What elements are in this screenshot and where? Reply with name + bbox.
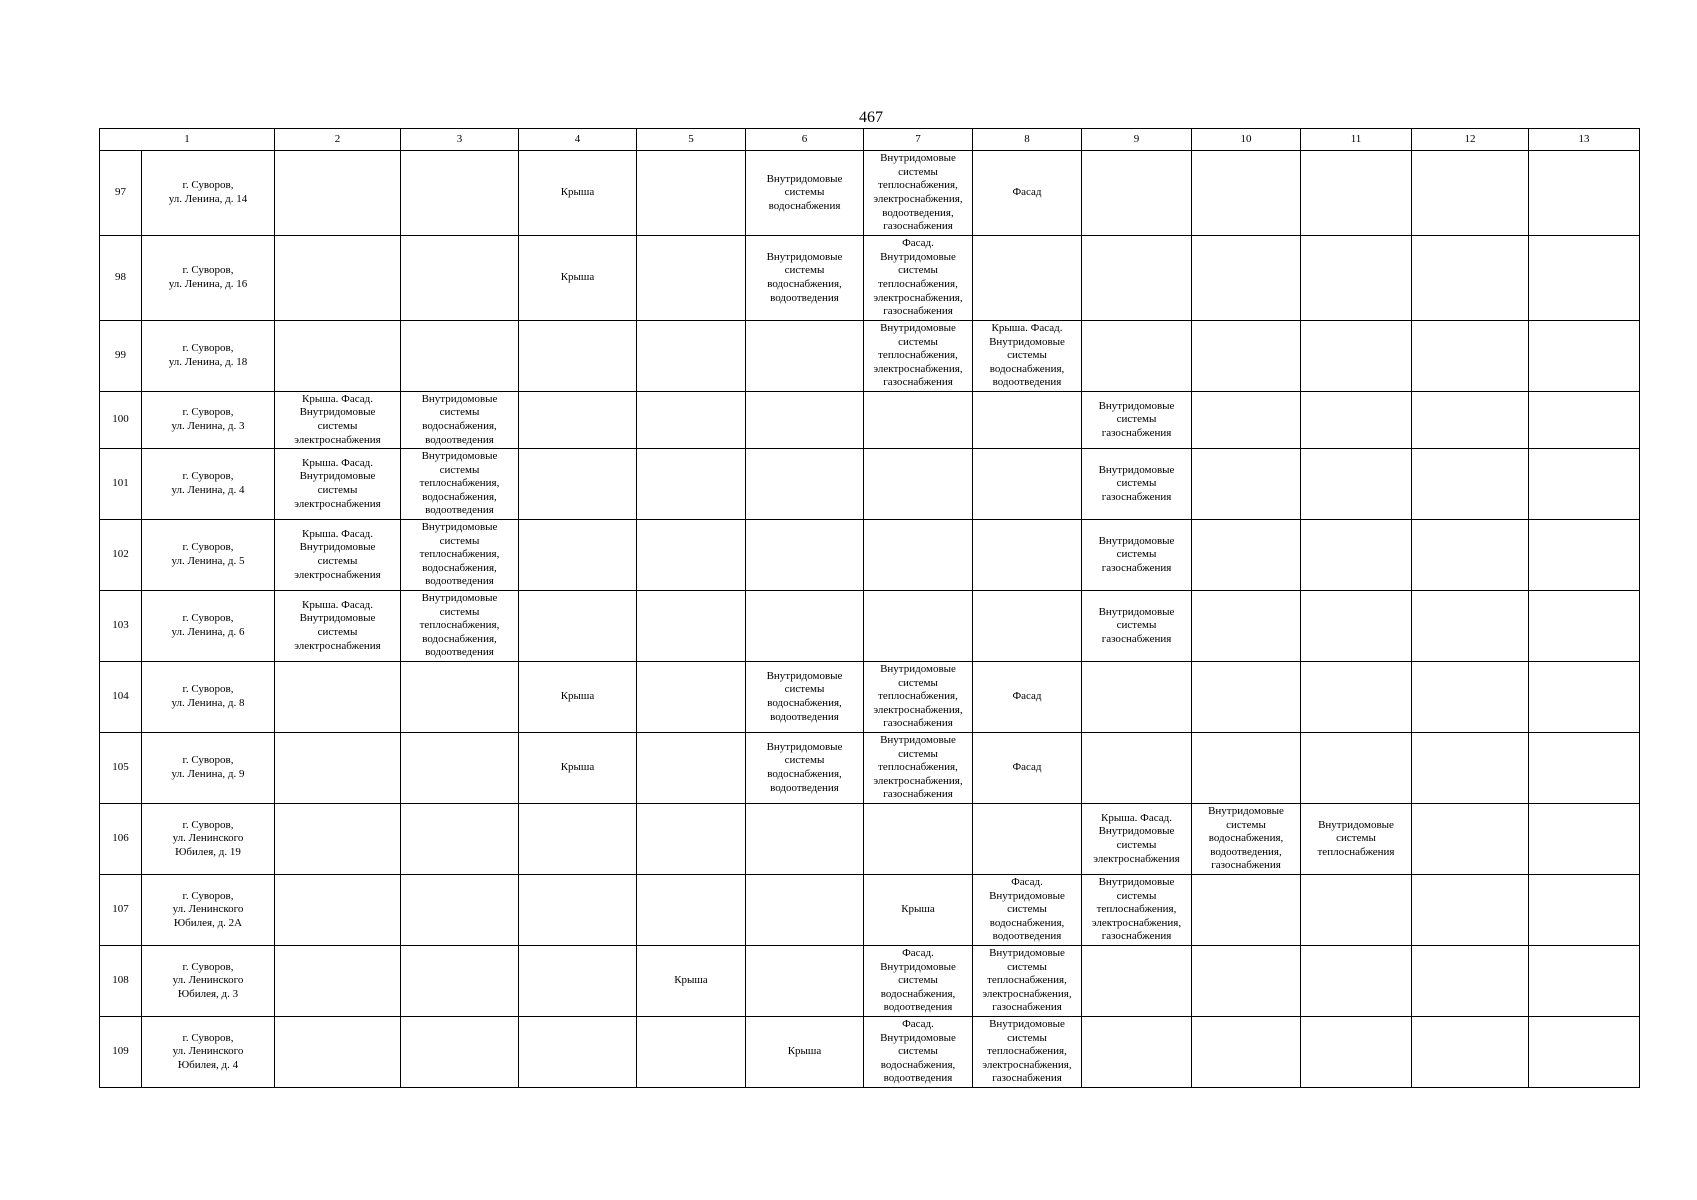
work-cell-col-6	[746, 591, 864, 662]
column-header-5: 5	[637, 129, 746, 151]
work-cell-col-6	[746, 449, 864, 520]
address-cell: г. Суворов, ул. Ленина, д. 3	[142, 392, 275, 449]
work-cell-col-6: Внутридомовые системы водоснабжения, водоотведения	[746, 733, 864, 804]
column-header-4: 4	[519, 129, 637, 151]
work-cell-col-9	[1082, 236, 1192, 321]
work-cell-col-4	[519, 804, 637, 875]
work-cell-col-6	[746, 392, 864, 449]
work-cell-col-9	[1082, 946, 1192, 1017]
work-cell-col-7: Фасад. Внутридомовые системы теплоснабжения, электроснабжения, газоснабжения	[864, 236, 973, 321]
table-row	[100, 733, 1640, 804]
work-cell-col-13	[1529, 151, 1640, 236]
table-row	[100, 236, 1640, 321]
work-cell-col-5	[637, 321, 746, 392]
work-cell-col-9: Внутридомовые системы газоснабжения	[1082, 520, 1192, 591]
row-number: 97	[100, 151, 142, 236]
work-cell-col-10	[1192, 662, 1301, 733]
table-row	[100, 1017, 1640, 1088]
work-cell-col-6	[746, 321, 864, 392]
work-cell-col-9: Внутридомовые системы газоснабжения	[1082, 392, 1192, 449]
address-cell: г. Суворов, ул. Ленина, д. 5	[142, 520, 275, 591]
work-cell-col-11	[1301, 236, 1412, 321]
work-cell-col-2	[275, 804, 401, 875]
table-row	[100, 392, 1640, 449]
work-cell-col-5	[637, 449, 746, 520]
work-cell-col-7: Крыша	[864, 875, 973, 946]
row-number: 102	[100, 520, 142, 591]
work-cell-col-4	[519, 591, 637, 662]
work-cell-col-6: Внутридомовые системы водоснабжения	[746, 151, 864, 236]
work-cell-col-4	[519, 520, 637, 591]
work-cell-col-3: Внутридомовые системы водоснабжения, водоотведения	[401, 392, 519, 449]
work-cell-col-5	[637, 662, 746, 733]
work-cell-col-2: Крыша. Фасад. Внутридомовые системы электроснабжения	[275, 449, 401, 520]
row-number: 105	[100, 733, 142, 804]
address-cell: г. Суворов, ул. Ленина, д. 9	[142, 733, 275, 804]
work-cell-col-13	[1529, 804, 1640, 875]
work-cell-col-12	[1412, 449, 1529, 520]
table-row	[100, 875, 1640, 946]
work-cell-col-9: Внутридомовые системы газоснабжения	[1082, 591, 1192, 662]
work-cell-col-7: Фасад. Внутридомовые системы водоснабжения, водоотведения	[864, 946, 973, 1017]
work-cell-col-13	[1529, 1017, 1640, 1088]
work-cell-col-6: Внутридомовые системы водоснабжения, водоотведения	[746, 662, 864, 733]
work-cell-col-9: Внутридомовые системы газоснабжения	[1082, 449, 1192, 520]
work-cell-col-2	[275, 875, 401, 946]
row-number: 108	[100, 946, 142, 1017]
work-cell-col-7	[864, 804, 973, 875]
work-cell-col-2	[275, 1017, 401, 1088]
work-cell-col-2: Крыша. Фасад. Внутридомовые системы электроснабжения	[275, 591, 401, 662]
work-cell-col-2: Крыша. Фасад. Внутридомовые системы электроснабжения	[275, 392, 401, 449]
work-cell-col-11	[1301, 1017, 1412, 1088]
work-cell-col-4: Крыша	[519, 733, 637, 804]
work-cell-col-13	[1529, 520, 1640, 591]
table-row	[100, 520, 1640, 591]
work-cell-col-5	[637, 733, 746, 804]
table-row	[100, 449, 1640, 520]
row-number: 106	[100, 804, 142, 875]
address-cell: г. Суворов, ул. Ленинского Юбилея, д. 2А	[142, 875, 275, 946]
table-row	[100, 946, 1640, 1017]
work-cell-col-11: Внутридомовые системы теплоснабжения	[1301, 804, 1412, 875]
column-header-7: 7	[864, 129, 973, 151]
work-cell-col-12	[1412, 875, 1529, 946]
work-cell-col-2: Крыша. Фасад. Внутридомовые системы электроснабжения	[275, 520, 401, 591]
work-cell-col-7: Внутридомовые системы теплоснабжения, электроснабжения, газоснабжения	[864, 733, 973, 804]
work-cell-col-9: Крыша. Фасад. Внутридомовые системы электроснабжения	[1082, 804, 1192, 875]
work-cell-col-12	[1412, 236, 1529, 321]
work-cell-col-3	[401, 875, 519, 946]
column-header-9: 9	[1082, 129, 1192, 151]
column-number-row	[100, 129, 1640, 151]
work-cell-col-13	[1529, 449, 1640, 520]
work-cell-col-11	[1301, 321, 1412, 392]
work-cell-col-10	[1192, 591, 1301, 662]
row-number: 104	[100, 662, 142, 733]
work-cell-col-3: Внутридомовые системы теплоснабжения, водоснабжения, водоотведения	[401, 520, 519, 591]
work-cell-col-8	[973, 520, 1082, 591]
work-cell-col-11	[1301, 733, 1412, 804]
work-cell-col-7	[864, 591, 973, 662]
work-cell-col-3	[401, 662, 519, 733]
address-cell: г. Суворов, ул. Ленинского Юбилея, д. 4	[142, 1017, 275, 1088]
table-row	[100, 804, 1640, 875]
work-cell-col-13	[1529, 662, 1640, 733]
work-cell-col-8: Фасад	[973, 733, 1082, 804]
row-number: 103	[100, 591, 142, 662]
column-header-11: 11	[1301, 129, 1412, 151]
column-header-2: 2	[275, 129, 401, 151]
work-cell-col-6	[746, 875, 864, 946]
work-cell-col-10: Внутридомовые системы водоснабжения, водоотведения, газоснабжения	[1192, 804, 1301, 875]
work-cell-col-3	[401, 733, 519, 804]
row-number: 107	[100, 875, 142, 946]
row-number: 98	[100, 236, 142, 321]
column-header-12: 12	[1412, 129, 1529, 151]
work-cell-col-4	[519, 392, 637, 449]
work-cell-col-2	[275, 733, 401, 804]
work-cell-col-8: Фасад	[973, 662, 1082, 733]
column-header-3: 3	[401, 129, 519, 151]
work-cell-col-2	[275, 321, 401, 392]
work-cell-col-13	[1529, 392, 1640, 449]
address-cell: г. Суворов, ул. Ленина, д. 4	[142, 449, 275, 520]
work-cell-col-10	[1192, 321, 1301, 392]
work-cell-col-9	[1082, 733, 1192, 804]
work-cell-col-11	[1301, 875, 1412, 946]
work-cell-col-12	[1412, 1017, 1529, 1088]
work-cell-col-12	[1412, 733, 1529, 804]
address-cell: г. Суворов, ул. Ленинского Юбилея, д. 19	[142, 804, 275, 875]
work-cell-col-9	[1082, 1017, 1192, 1088]
repair-schedule-table	[99, 128, 1640, 1088]
work-cell-col-10	[1192, 151, 1301, 236]
column-header-10: 10	[1192, 129, 1301, 151]
work-cell-col-10	[1192, 520, 1301, 591]
work-cell-col-10	[1192, 875, 1301, 946]
work-cell-col-11	[1301, 151, 1412, 236]
work-cell-col-11	[1301, 591, 1412, 662]
work-cell-col-9	[1082, 151, 1192, 236]
row-number: 101	[100, 449, 142, 520]
work-cell-col-10	[1192, 946, 1301, 1017]
work-cell-col-9	[1082, 662, 1192, 733]
address-cell: г. Суворов, ул. Ленина, д. 16	[142, 236, 275, 321]
table-row	[100, 662, 1640, 733]
work-cell-col-2	[275, 662, 401, 733]
work-cell-col-7	[864, 520, 973, 591]
work-cell-col-13	[1529, 236, 1640, 321]
work-cell-col-6	[746, 946, 864, 1017]
work-cell-col-3: Внутридомовые системы теплоснабжения, водоснабжения, водоотведения	[401, 591, 519, 662]
work-cell-col-3	[401, 804, 519, 875]
work-cell-col-7	[864, 392, 973, 449]
work-cell-col-7: Фасад. Внутридомовые системы водоснабжения, водоотведения	[864, 1017, 973, 1088]
work-cell-col-8: Фасад. Внутридомовые системы водоснабжения, водоотведения	[973, 875, 1082, 946]
work-cell-col-8	[973, 236, 1082, 321]
work-cell-col-5	[637, 591, 746, 662]
address-cell: г. Суворов, ул. Ленина, д. 18	[142, 321, 275, 392]
work-cell-col-2	[275, 151, 401, 236]
work-cell-col-7: Внутридомовые системы теплоснабжения, электроснабжения, водоотведения, газоснабжения	[864, 151, 973, 236]
work-cell-col-8: Фасад	[973, 151, 1082, 236]
work-cell-col-5	[637, 151, 746, 236]
work-cell-col-5	[637, 520, 746, 591]
work-cell-col-12	[1412, 520, 1529, 591]
work-cell-col-10	[1192, 449, 1301, 520]
work-cell-col-4	[519, 321, 637, 392]
work-cell-col-3	[401, 946, 519, 1017]
work-cell-col-13	[1529, 733, 1640, 804]
work-cell-col-11	[1301, 449, 1412, 520]
work-cell-col-12	[1412, 804, 1529, 875]
work-cell-col-8	[973, 591, 1082, 662]
column-header-1: 1	[100, 129, 275, 151]
work-cell-col-4	[519, 946, 637, 1017]
work-cell-col-8	[973, 392, 1082, 449]
work-cell-col-2	[275, 236, 401, 321]
work-cell-col-12	[1412, 151, 1529, 236]
work-cell-col-4: Крыша	[519, 662, 637, 733]
work-cell-col-12	[1412, 392, 1529, 449]
work-cell-col-5	[637, 1017, 746, 1088]
work-cell-col-4: Крыша	[519, 236, 637, 321]
work-cell-col-10	[1192, 733, 1301, 804]
work-cell-col-11	[1301, 662, 1412, 733]
work-cell-col-8	[973, 449, 1082, 520]
work-cell-col-12	[1412, 662, 1529, 733]
work-cell-col-7: Внутридомовые системы теплоснабжения, электроснабжения, газоснабжения	[864, 662, 973, 733]
work-cell-col-13	[1529, 321, 1640, 392]
work-cell-col-8: Внутридомовые системы теплоснабжения, электроснабжения, газоснабжения	[973, 1017, 1082, 1088]
work-cell-col-3	[401, 151, 519, 236]
work-cell-col-8	[973, 804, 1082, 875]
table-row	[100, 151, 1640, 236]
work-cell-col-13	[1529, 591, 1640, 662]
address-cell: г. Суворов, ул. Ленина, д. 14	[142, 151, 275, 236]
page-number: 467	[859, 109, 883, 126]
work-cell-col-10	[1192, 236, 1301, 321]
work-cell-col-13	[1529, 946, 1640, 1017]
column-header-8: 8	[973, 129, 1082, 151]
work-cell-col-3	[401, 236, 519, 321]
address-cell: г. Суворов, ул. Ленинского Юбилея, д. 3	[142, 946, 275, 1017]
work-cell-col-12	[1412, 321, 1529, 392]
row-number: 109	[100, 1017, 142, 1088]
work-cell-col-10	[1192, 392, 1301, 449]
work-cell-col-9: Внутридомовые системы теплоснабжения, электроснабжения, газоснабжения	[1082, 875, 1192, 946]
work-cell-col-6	[746, 804, 864, 875]
work-cell-col-7	[864, 449, 973, 520]
address-cell: г. Суворов, ул. Ленина, д. 8	[142, 662, 275, 733]
work-cell-col-9	[1082, 321, 1192, 392]
work-cell-col-3: Внутридомовые системы теплоснабжения, водоснабжения, водоотведения	[401, 449, 519, 520]
work-cell-col-3	[401, 1017, 519, 1088]
address-cell: г. Суворов, ул. Ленина, д. 6	[142, 591, 275, 662]
work-cell-col-6	[746, 520, 864, 591]
work-cell-col-5	[637, 236, 746, 321]
row-number: 100	[100, 392, 142, 449]
work-cell-col-5: Крыша	[637, 946, 746, 1017]
work-cell-col-12	[1412, 591, 1529, 662]
work-cell-col-8: Внутридомовые системы теплоснабжения, электроснабжения, газоснабжения	[973, 946, 1082, 1017]
work-cell-col-6: Внутридомовые системы водоснабжения, водоотведения	[746, 236, 864, 321]
work-cell-col-11	[1301, 392, 1412, 449]
table-row	[100, 591, 1640, 662]
work-cell-col-11	[1301, 520, 1412, 591]
work-cell-col-4	[519, 875, 637, 946]
work-cell-col-12	[1412, 946, 1529, 1017]
work-cell-col-4	[519, 1017, 637, 1088]
work-cell-col-10	[1192, 1017, 1301, 1088]
work-cell-col-6: Крыша	[746, 1017, 864, 1088]
work-cell-col-13	[1529, 875, 1640, 946]
work-cell-col-2	[275, 946, 401, 1017]
work-cell-col-4	[519, 449, 637, 520]
table-body	[100, 151, 1640, 1088]
work-cell-col-5	[637, 875, 746, 946]
work-cell-col-4: Крыша	[519, 151, 637, 236]
table-row	[100, 321, 1640, 392]
work-cell-col-5	[637, 392, 746, 449]
work-cell-col-7: Внутридомовые системы теплоснабжения, электроснабжения, газоснабжения	[864, 321, 973, 392]
column-header-6: 6	[746, 129, 864, 151]
work-cell-col-3	[401, 321, 519, 392]
work-cell-col-5	[637, 804, 746, 875]
column-header-13: 13	[1529, 129, 1640, 151]
work-cell-col-11	[1301, 946, 1412, 1017]
work-cell-col-8: Крыша. Фасад. Внутридомовые системы водоснабжения, водоотведения	[973, 321, 1082, 392]
row-number: 99	[100, 321, 142, 392]
